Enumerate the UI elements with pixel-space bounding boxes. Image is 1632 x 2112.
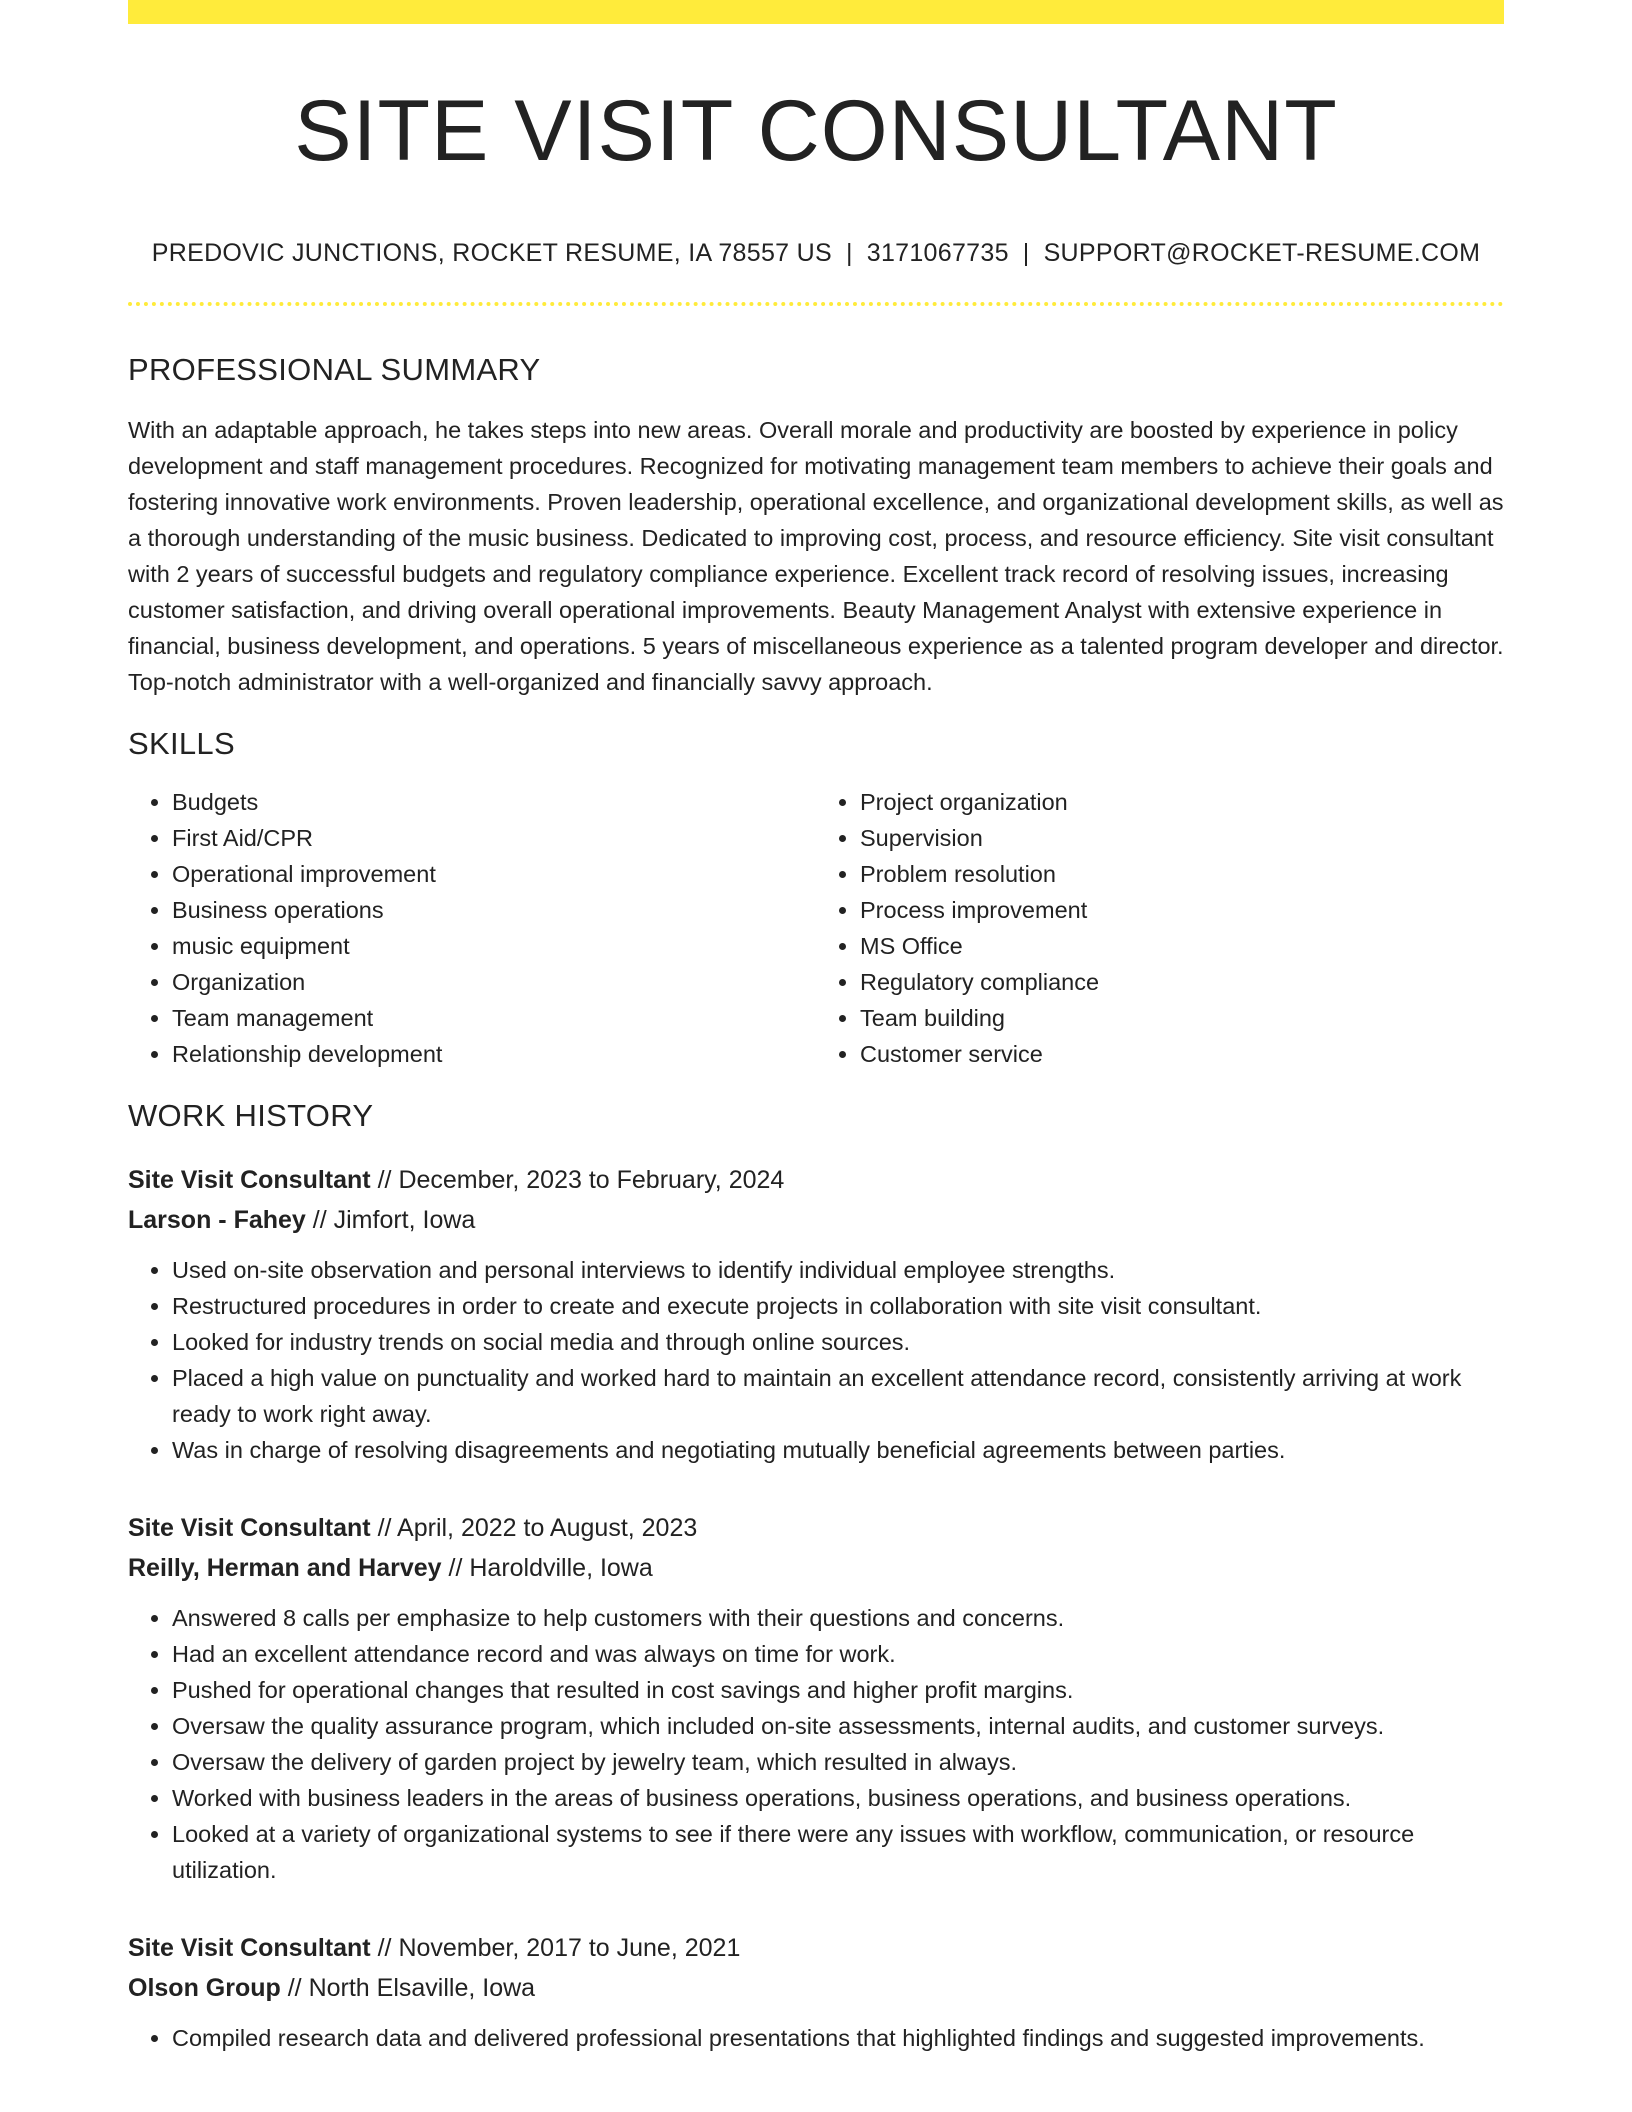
job-location: Haroldville, Iowa: [469, 1553, 653, 1582]
job-bullet: • Answered 8 calls per emphasize to help customers with their questions and concerns.: [172, 1600, 1504, 1636]
contact-email[interactable]: SUPPORT@ROCKET-RESUME.COM: [1043, 238, 1481, 267]
job-bullet: • Looked for industry trends on social media and through online sources.: [172, 1324, 1504, 1360]
job-company: Larson - Fahey: [128, 1205, 306, 1234]
job-bullet: • Was in charge of resolving disagreements and negotiating mutually beneficial agreements between parties.: [172, 1432, 1504, 1468]
contact-separator: |: [845, 238, 853, 267]
job-title: Site Visit Consultant: [128, 1933, 371, 1962]
skills-left-list: [128, 784, 816, 1072]
job-title: Site Visit Consultant: [128, 1165, 371, 1194]
job-bullet: • Oversaw the delivery of garden project by jewelry team, which resulted in always.: [172, 1744, 1504, 1780]
skill-item: • Problem resolution: [860, 856, 1504, 892]
job-bullet: • Used on-site observation and personal interviews to identify individual employee strengths.: [172, 1252, 1504, 1288]
job-title-line: Site Visit Consultant // April, 2022 to August, 2023: [128, 1513, 698, 1542]
job-company-line: Olson Group // North Elsaville, Iowa: [128, 1973, 536, 2002]
skill-item: • Team building: [860, 1000, 1504, 1036]
job-company: Reilly, Herman and Harvey: [128, 1553, 442, 1582]
skill-item: • Business operations: [172, 892, 816, 928]
resume-title: SITE VISIT CONSULTANT: [294, 83, 1338, 179]
job-bullets: [128, 1600, 1504, 1888]
skills-right-list: [816, 784, 1504, 1072]
job-entry: [128, 1160, 1504, 1468]
job-entry: [128, 1928, 1504, 2056]
job-title-line: Site Visit Consultant // November, 2017 to June, 2021: [128, 1933, 741, 1962]
skill-item: • music equipment: [172, 928, 816, 964]
job-location: North Elsaville, Iowa: [308, 1973, 536, 2002]
skill-item: • MS Office: [860, 928, 1504, 964]
skill-item: • Supervision: [860, 820, 1504, 856]
job-title-line: Site Visit Consultant // December, 2023 to February, 2024: [128, 1165, 785, 1194]
skill-item: • Customer service: [860, 1036, 1504, 1072]
job-bullet: • Looked at a variety of organizational systems to see if there were any issues with workflow, communication, or resource utilization.: [172, 1816, 1504, 1888]
job-bullet: • Compiled research data and delivered professional presentations that highlighted findings and suggested improvements.: [172, 2020, 1504, 2056]
skill-item: • Relationship development: [172, 1036, 816, 1072]
job-dates: November, 2017 to June, 2021: [398, 1933, 741, 1962]
skill-item: • Organization: [172, 964, 816, 1000]
skills-columns: [128, 784, 1504, 1072]
skill-item: • Project organization: [860, 784, 1504, 820]
skill-item: • First Aid/CPR: [172, 820, 816, 856]
contact-phone[interactable]: 3171067735: [866, 238, 1009, 267]
skill-item: • Regulatory compliance: [860, 964, 1504, 1000]
contact-separator: |: [1022, 238, 1030, 267]
job-title: Site Visit Consultant: [128, 1513, 371, 1542]
skill-item: • Operational improvement: [172, 856, 816, 892]
job-bullets: [128, 2020, 1504, 2056]
job-company-line: Larson - Fahey // Jimfort, Iowa: [128, 1205, 476, 1234]
resume-page: [128, 0, 1504, 2056]
summary-text: With an adaptable approach, he takes steps into new areas. Overall morale and productivity are boosted by experience in policy development and staff management procedures. Recognized for motivating management team members to achieve their goals and fostering innovative work environments. Proven leadership, operational excellence, and organizational development skills, as well as a thorough understanding of the music business. Dedicated to improving cost, process, and resource efficiency. Site visit consultant with 2 years of successful budgets and regulatory compliance experience. Excellent track record of resolving issues, increasing customer satisfaction, and driving overall operational improvements. Beauty Management Analyst with extensive experience in financial, business development, and operations. 5 years of miscellaneous experience as a talented program developer and director. Top-notch administrator with a well-organized and financially savvy approach.: [128, 416, 1504, 695]
skill-item: • Process improvement: [860, 892, 1504, 928]
job-dates: December, 2023 to February, 2024: [398, 1165, 785, 1194]
job-location: Jimfort, Iowa: [333, 1205, 476, 1234]
job-company: Olson Group: [128, 1973, 281, 2002]
skill-item: • Team management: [172, 1000, 816, 1036]
job-bullets: [128, 1252, 1504, 1468]
work-heading: WORK HISTORY: [128, 1097, 374, 1133]
summary-heading: PROFESSIONAL SUMMARY: [128, 351, 541, 387]
skill-item: • Budgets: [172, 784, 816, 820]
job-company-line: Reilly, Herman and Harvey // Haroldville, Iowa: [128, 1553, 653, 1582]
job-bullet: • Had an excellent attendance record and was always on time for work.: [172, 1636, 1504, 1672]
job-entry: [128, 1508, 1504, 1888]
job-bullet: • Worked with business leaders in the areas of business operations, business operations, and business operations.: [172, 1780, 1504, 1816]
accent-bar: [128, 0, 1504, 24]
job-bullet: • Oversaw the quality assurance program, which included on-site assessments, internal audits, and customer surveys.: [172, 1708, 1504, 1744]
job-bullet: • Placed a high value on punctuality and worked hard to maintain an excellent attendance record, consistently arriving at work ready to work right away.: [172, 1360, 1504, 1432]
dotted-divider: [128, 302, 1504, 306]
work-history: [128, 1160, 1504, 2056]
contact-address: PREDOVIC JUNCTIONS, ROCKET RESUME, IA 78557 US: [151, 238, 832, 267]
job-dates: April, 2022 to August, 2023: [397, 1513, 698, 1542]
job-bullet: • Restructured procedures in order to create and execute projects in collaboration with site visit consultant.: [172, 1288, 1504, 1324]
contact-line: [128, 239, 1504, 268]
job-bullet: • Pushed for operational changes that resulted in cost savings and higher profit margins.: [172, 1672, 1504, 1708]
skills-heading: SKILLS: [128, 725, 235, 761]
